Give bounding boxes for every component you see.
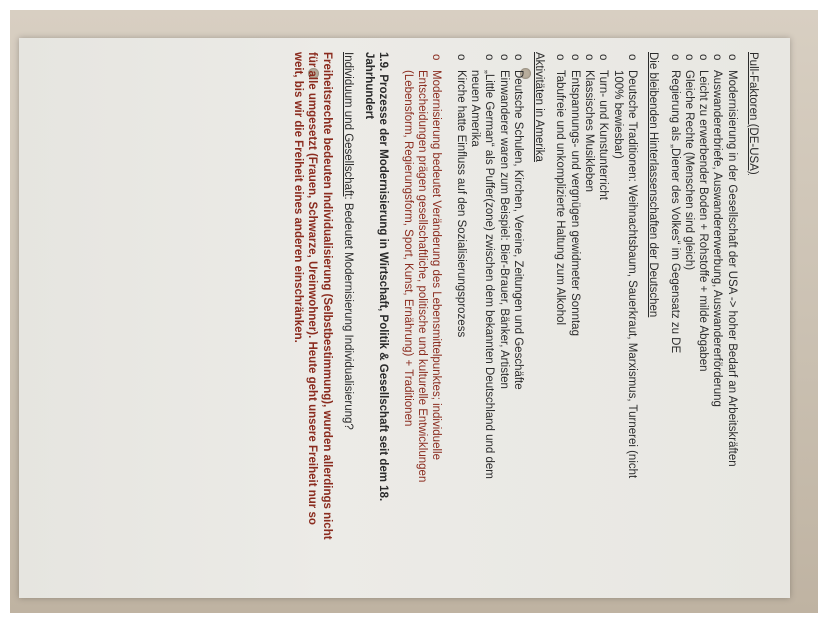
freedom-line: für alle umgesetzt (Frauen, Schwarze, Ureinwohner). Heute geht unsere Freiheit nur so	[306, 52, 319, 525]
section-title: 1.9. Prozesse der Modernisierung in Wirtschaft, Politik & Gesellschaft seit dem 18.	[377, 52, 390, 502]
list-item-continuation: (Lebensform, Regierungsform, Sport, Kunst, Ernährung) + Traditionen	[401, 70, 414, 427]
list-item: o Leicht zu erwerbender Boden + Rohstoffe + milde Abgaben	[697, 54, 710, 372]
list-item-continuation: neuen Amerika	[468, 70, 481, 147]
list-item: o Tabufreie und unkomplizierte Haltung zum Alkohol	[554, 54, 567, 326]
individuum-line: Individuum und Gesellschaft: Bedeutet Modernisierung Individualisierung?	[341, 52, 354, 430]
list-item: o Entspannungs- und vergnügen gewidmeter Sonntag	[568, 54, 581, 336]
photo-frame	[10, 10, 818, 613]
list-item: o Turn- und Kunstunterricht	[597, 54, 610, 200]
list-item: o Kirche hatte Einfluss auf den Sozialisierungsprozess	[454, 54, 467, 338]
list-item: o „Little German“ als Puffer(zone) zwischen dem bekannten Deutschland und dem	[483, 54, 496, 479]
list-item-continuation: Entscheidungen prägen gesellschaftliche, politische und kulturelle Entwicklungen	[416, 70, 429, 483]
list-item: o Modernisierung in der Gesellschaft der USA -> hoher Bedarf an Arbeitskräften	[725, 54, 738, 467]
heading-pull-factors: Pull-Faktoren (DE-USA)	[747, 52, 759, 175]
list-item: o Gleiche Rechte (Menschen sind gleich)	[682, 54, 695, 271]
freedom-line: weit, bis wir die Freiheit eines anderen einschränken.	[291, 52, 304, 343]
modernisation-paragraph	[400, 52, 443, 552]
list-item: o Modernisierung bedeutet Veränderung des Lebensmittelpunktes; individuelle	[430, 54, 443, 460]
list-item: o Deutsche Schulen, Kirchen, Vereine, Zeitungen und Geschäfte	[511, 54, 524, 390]
freedom-line: Freiheitsrechte bedeuten Individualisierung (Selbstbestimmung), wurden allerdings nicht	[320, 52, 333, 540]
heading-activities: Aktivitäten in Amerika	[533, 52, 546, 162]
list-item: o Regierung als „Diener des Volkes“ im Gegensatz zu DE	[668, 54, 681, 354]
heading-remnants: Die bleibenden Hinterlassenschaften der Deutschen	[647, 52, 660, 318]
list-item: o Deutsche Traditionen: Weihnachtsbaum, Sauerkraut, Marxismus, Turnerei (nicht	[625, 54, 638, 479]
list-item: o Einwanderer waren zum Beispiel: Bier-Brauer, Bänker, Artisten	[497, 54, 510, 389]
list-item: o Auswandererbriefe, Auswandererwerbung, Auswandererförderung	[711, 54, 724, 407]
list-item: o Klassisches Musikleben	[583, 54, 596, 193]
list-item-continuation: 100% bewiesbar)	[611, 70, 624, 159]
notes-text-block	[200, 52, 760, 552]
section-title-cont: Jahrhundert	[363, 52, 376, 120]
